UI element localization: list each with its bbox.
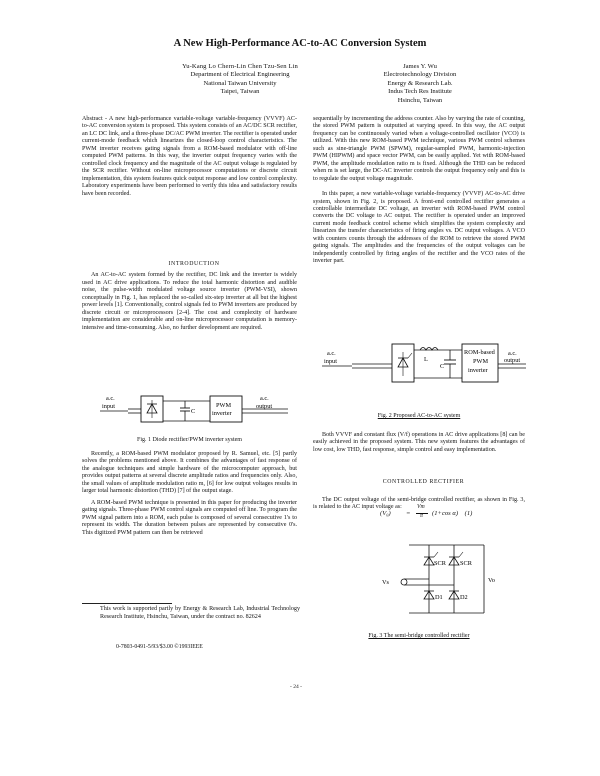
figure-3-caption: Fig. 3 The semi-bridge controlled rectifier (368, 633, 470, 639)
right-column-top (313, 116, 525, 266)
fig1-pwm-label: PWM (216, 402, 232, 409)
author-inst: Indus Tech Res Institute (388, 88, 452, 96)
author-block-left (120, 63, 360, 97)
author-city: Hsinchu, Taiwan (397, 96, 443, 104)
section-heading-controlled-rectifier: CONTROLLED RECTIFIER (382, 479, 465, 486)
figure-3-diagram (374, 535, 514, 625)
figure-2-diagram (322, 338, 527, 388)
copyright-notice: 0-7803-0491-5/93/$3.00 ©1993IEEE (116, 644, 203, 650)
right-paragraph-4: The DC output voltage of the semi-bridge controlled rectifier, as shown in Fig. 3, is related to the AC input voltage as: (313, 496, 525, 511)
left-column-top (82, 116, 297, 198)
right-paragraph-2: In this paper, a new variable-voltage variable-frequency (VVVF) AC-to-AC drive system, shown in Fig. 2, is proposed. A front-end controlled rectifier generates a controllable intermediate DC voltage, an inverter with ROM-based PWM control converts the DC voltage to AC output. The rectifier is operated under an improved current mode feedback control scheme which simplifies the system complexity and linearizes the transfer characteristics of firing angles vs. DC output voltages. A VCO with counters counts through the addresses of the ROM to retrieve the stored PWM gating signals. The amplitudes and the frequencies of the output voltages can be independently controlled by firing angles of the rectifier and the VCO rates of the inverter part. (313, 191, 525, 265)
author-city: Taipei, Taiwan (220, 88, 260, 96)
footnote: This work is supported partly by Energy & Research Lab, Industrial Technology Research Institute, Hsinchu, Taiwan, under the contract no. 82624 (100, 606, 300, 620)
fig2-ac-output-label: a.c. (508, 350, 517, 357)
footnote-rule (82, 603, 172, 604)
fig2-ac-input-label: a.c. (327, 350, 336, 357)
fig2-inverter-label: inverter (468, 367, 488, 374)
author-names: Yu-Kang Lo Chern-Lin Chen Tzu-Sen Lin (182, 63, 298, 70)
left-column-intro (82, 261, 297, 332)
fig3-d2-label: D2 (460, 594, 468, 601)
fig3-scr1-label: SCR (434, 560, 446, 567)
author-div: Electrotechnology Division (383, 71, 457, 79)
fig2-pwm-label: PWM (473, 358, 489, 365)
intro-paragraph-2: Recently, a ROM-based PWM modulator proposed by R. Samuel, etc. [5] partly solves the problems mentioned above. It combines the advantages of fast response of the analogue techniques and simple hardware of the microcomputer approach, but provides output patterns at several discrete amplitude ratios and frequencies only. Also, the small values of amplitude modulation ratio m, [6] for low output voltages results in larger total harmonic distortion (THD) [7] of the output stage. (82, 451, 297, 495)
left-column-body (82, 451, 297, 537)
fig1-ac-input-label: a.c. (106, 395, 115, 402)
page-number: - 24 - (290, 684, 302, 690)
author-dept: Department of Electrical Engineering (190, 71, 290, 79)
right-column-mid (313, 432, 525, 512)
equation-1 (380, 504, 520, 523)
figure-2-caption: Fig. 2 Proposed AC-to-AC system (377, 413, 461, 419)
fig2-ac-input-label2: input (324, 358, 337, 365)
fig1-ac-output-label: a.c. (260, 395, 269, 402)
fig2-ac-output-label2: output (504, 357, 521, 364)
abstract: Abstract - A new high-performance variable-voltage variable-frequency (VVVF) AC-to-AC conversion system is proposed. This system consists of an AC/DC SCR rectifier, an LC DC link, and a three-phase DC/AC PWM inverter. The rectifier is operated under current-mode feedback which linearizes the closed-loop control characteristics. The PWM inverter receives gating signals from a ROM-based modulator with off-line computed PWM patterns. In this way, the inverter output frequency varies with the controlled clock frequency and the magnitude of the AC output voltage is regulated by the SCR rectifier. Without on-line microprocessor computations or discrete circuit implementation, this system features quick output response and low control complexity. Laboratory experiments have been performed to verify this idea and satisfactory results have been recorded. (82, 116, 297, 197)
fig2-cap-label: C (440, 363, 445, 370)
paper-title: A New High-Performance AC-to-AC Conversion System (173, 38, 427, 49)
right-paragraph-3: Both VVVF and constant flux (V/f) operations in AC drive applications [8] can be easily achieved in the proposed system. This new system features the advantages of low cost, low THD, fast response, simple control and easy implementation. (313, 432, 525, 453)
fig1-cap-label: C (191, 408, 196, 415)
equation-equals: = (406, 510, 411, 517)
figure-1-diagram (100, 387, 290, 429)
equation-frac-num: Vm (417, 504, 425, 510)
fig2-rom-label: ROM-based (464, 349, 495, 356)
fig2-inductor-label: L (424, 356, 428, 363)
fig1-ac-input-label2: input (102, 403, 115, 410)
fig1-pwm-inverter-box (210, 396, 242, 422)
fig1-ac-output-label2: output (256, 403, 273, 410)
figure-1-caption: Fig. 1 Diode rectifier/PWM inverter system (137, 437, 242, 443)
right-paragraph-1: sequentially by incrementing the address counter. Also by varying the rate of counting, the stored PWM pattern is outputted at varying speed. In this way, the AC output frequency can be continuously varied when a voltage-controlled oscillator (VCO) is utilized. With this new ROM-based PWM technique, various PWM control schemes such as sine-triangle PWM (SPWM), regular-sampled PWM, harmonic-injection PWM (HIPWM) and space vector PWM, can be easily applied. Yet with ROM-based PWM, the amplitude modulation ratio m is fixed. Although the THD can be reduced when m is set large, the DC-AC inverter controls the output frequency only and this is to regulate the output voltage magnitude. (313, 116, 525, 182)
fig3-vs-label: Vs (382, 579, 389, 586)
author-lab: Energy & Research Lab. (387, 79, 453, 87)
author-names: James Y. Wu (403, 63, 437, 70)
fig3-vo-label: Vo (488, 577, 495, 584)
author-univ: National Taiwan University (203, 79, 277, 87)
intro-paragraph-1: An AC-to-AC system formed by the rectifier, DC link and the inverter is widely used in AC drive applications. To reduce the total harmonic distortion and audible noise, the pulse-width modulated voltage source inverter (PWM-VSI), shown conceptually in Fig. 1, has replaced the so-called six-step inverter at all but the highest power levels [1]. Conventionally, control signals fed to PWM inverters are produced by discrete circuit or microprocessors [2-4]. The cost and complexity of hardware implementation are considerable and on-line microprocessor computation is memory-intensive and time-consuming. Also, no further development are required. (82, 272, 297, 331)
fig3-d1-label: D1 (435, 594, 443, 601)
equation-frac-den: π (420, 513, 423, 519)
author-block-right (325, 63, 515, 105)
section-heading-introduction: INTRODUCTION (168, 261, 220, 267)
fig3-scr2-label: SCR (460, 560, 472, 567)
fig1-inverter-label: inverter (212, 410, 232, 417)
equation-lhs: (V₀) (380, 510, 391, 517)
equation-rhs: (1+cos α) (1) (432, 510, 473, 517)
intro-paragraph-3: A ROM-based PWM technique is presented in this paper for producing the inverter gating signals. Three-phase PWM control signals are computed off line. To program the PWM signal pattern into a ROM, each pulse is composed of several consecutive 1's to represent its width. The duration between pulses are represented by consecutive 0's. This digitized PWM pattern can then be retrieved (82, 499, 297, 536)
